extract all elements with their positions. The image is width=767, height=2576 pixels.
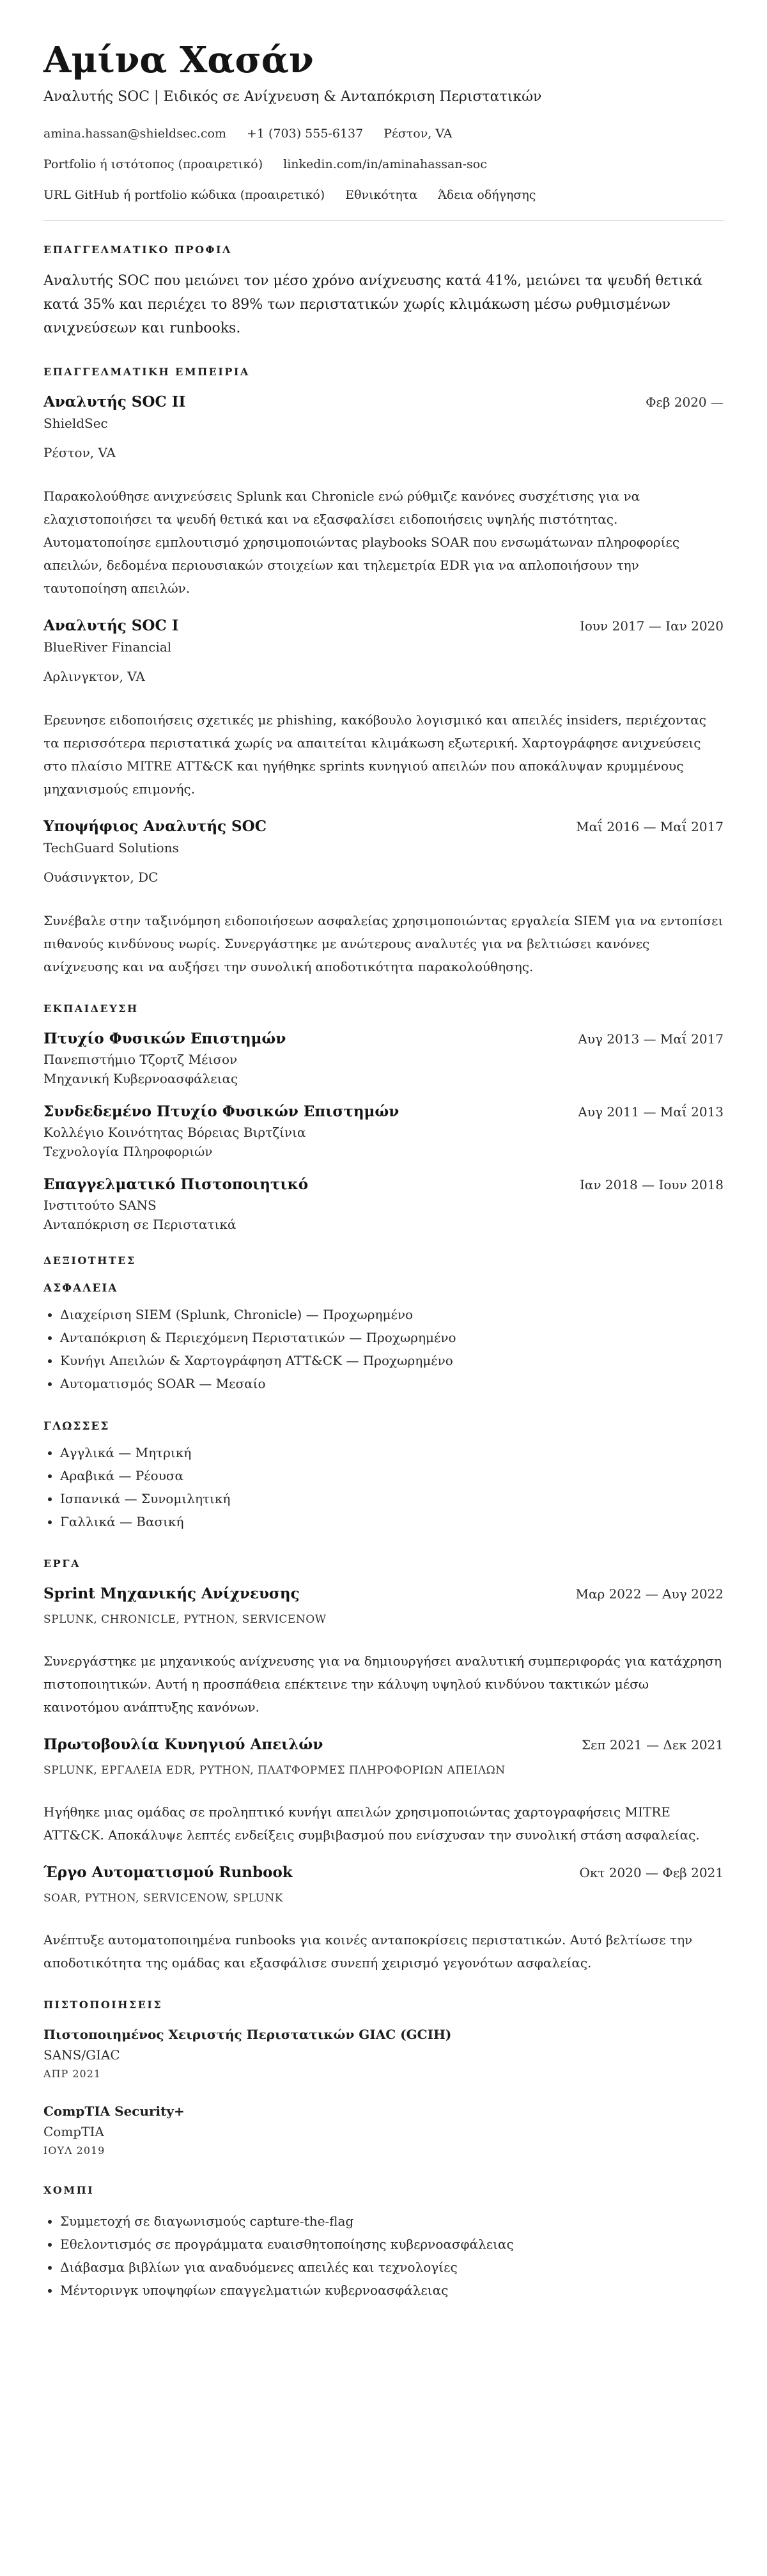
job-date: Φεβ 2020 — bbox=[646, 394, 724, 410]
job-entry bbox=[43, 615, 724, 800]
list-item: • Αραβικά — Ρέουσα bbox=[60, 1464, 724, 1487]
location: Ρέστον, VA bbox=[384, 127, 453, 141]
list-item: • Εθελοντισμός σε προγράμματα ευαισθητοποίησης κυβερνοασφάλειας bbox=[60, 2233, 724, 2256]
certification-date: ΙΟΥΛ 2019 bbox=[43, 2144, 105, 2157]
headline: Αναλυτής SOC | Ειδικός σε Ανίχνευση & Ανταπόκριση Περιστατικών bbox=[43, 89, 542, 105]
linkedin-link[interactable]: linkedin.com/in/aminahassan-soc bbox=[283, 157, 487, 171]
job-company: TechGuard Solutions bbox=[43, 840, 179, 855]
certification-name: Πιστοποιημένος Χειριστής Περιστατικών GIAC (GCIH) bbox=[43, 2027, 452, 2042]
project-title: Πρωτοβουλία Κυνηγιού Απειλών bbox=[43, 1736, 323, 1753]
education-date: Ιαν 2018 — Ιουν 2018 bbox=[579, 1177, 724, 1192]
security-skills-list bbox=[43, 1303, 724, 1395]
contact-row-1 bbox=[43, 124, 724, 143]
certifications-section bbox=[43, 1997, 724, 2160]
projects-section bbox=[43, 1556, 724, 1974]
school: Πανεπιστήμιο Τζορτζ Μέισον bbox=[43, 1052, 238, 1067]
project-tags: SPLUNK, CHRONICLE, PYTHON, SERVICENOW bbox=[43, 1613, 327, 1626]
project-title: Έργο Αυτοματισμού Runbook bbox=[43, 1864, 293, 1881]
certification-issuer: SANS/GIAC bbox=[43, 2047, 120, 2063]
education-date: Αυγ 2013 — Μαΐ 2017 bbox=[578, 1031, 724, 1047]
project-description: Συνεργάστηκε με μηχανικούς ανίχνευσης για να δημιουργήσει αναλυτική συμπεριφοράς για κατάχρηση πιστοποιητικών. Αυτή η προσπάθεια επέκτεινε την κάλυψη υψηλού κινδύνου τακτικών μέσω καινοτόμου ανάπτυξης κανόνων. bbox=[43, 1653, 722, 1715]
portfolio-link[interactable]: Portfolio ή ιστότοπος (προαιρετικό) bbox=[43, 157, 263, 171]
section-title: ΠΙΣΤΟΠΟΙΗΣΕΙΣ bbox=[43, 1999, 163, 2011]
hobbies-section bbox=[43, 2183, 724, 2302]
project-date: Οκτ 2020 — Φεβ 2021 bbox=[579, 1865, 724, 1880]
section-title: ΕΡΓΑ bbox=[43, 1557, 81, 1570]
job-description: Συνέβαλε στην ταξινόμηση ειδοποιήσεων ασφαλείας χρησιμοποιώντας εργαλεία SIEM για να εντοπίσει πιθανούς κινδύνους νωρίς. Συνεργάστηκε με ανώτερους αναλυτές για να βελτιώσει κανόνες ανίχνευσης και να αυξήσει την συνολική αποδοτικότητα παρακολούθησης. bbox=[43, 913, 724, 974]
certification-entry bbox=[43, 2101, 724, 2160]
languages-list bbox=[43, 1441, 724, 1533]
job-entry bbox=[43, 816, 724, 978]
education-entry bbox=[43, 1101, 724, 1161]
job-entry bbox=[43, 391, 724, 600]
contact-info bbox=[43, 124, 724, 205]
section-title: ΔΕΞΙΟΤΗΤΕΣ bbox=[43, 1254, 136, 1267]
certification-entry bbox=[43, 2024, 724, 2083]
degree: Επαγγελματικό Πιστοποιητικό bbox=[43, 1176, 309, 1193]
job-company: ShieldSec bbox=[43, 416, 108, 431]
list-item: • Ανταπόκριση & Περιεχόμενη Περιστατικών — Προχωρημένο bbox=[60, 1326, 724, 1349]
list-item: • Διάβασμα βιβλίων για αναδυόμενες απειλές και τεχνολογίες bbox=[60, 2256, 724, 2279]
skills-subtitle: ΓΛΩΣΣΕΣ bbox=[43, 1420, 110, 1433]
list-item: • Αγγλικά — Μητρική bbox=[60, 1441, 724, 1464]
job-title: Υποψήφιος Αναλυτής SOC bbox=[43, 818, 267, 835]
project-tags: SPLUNK, ΕΡΓΑΛΕΙΑ EDR, PYTHON, ΠΛΑΤΦΟΡΜΕΣ ΠΛΗΡΟΦΟΡΙΩΝ ΑΠΕΙΛΩΝ bbox=[43, 1764, 506, 1777]
list-item: • Κυνήγι Απειλών & Χαρτογράφηση ATT&CK — Προχωρημένο bbox=[60, 1349, 724, 1372]
list-item: • Γαλλικά — Βασική bbox=[60, 1510, 724, 1533]
job-title: Αναλυτής SOC II bbox=[43, 393, 186, 410]
section-title: ΕΠΑΓΓΕΛΜΑΤΙΚΟ ΠΡΟΦΙΛ bbox=[43, 244, 232, 256]
section-title: ΧΟΜΠΙ bbox=[43, 2184, 95, 2196]
job-company: BlueRiver Financial bbox=[43, 639, 172, 655]
experience-section bbox=[43, 364, 724, 978]
list-item: • Ισπανικά — Συνομιλητική bbox=[60, 1487, 724, 1510]
project-description: Ανέπτυξε αυτοματοποιημένα runbooks για κοινές ανταποκρίσεις περιστατικών. Αυτό βελτίωσε την αποδοτικότητα της ομάδας και εξασφάλισε συνεπή χειρισμό γεγονότων ασφαλείας. bbox=[43, 1932, 693, 1971]
education-entry bbox=[43, 1174, 724, 1234]
education-section bbox=[43, 1001, 724, 1234]
job-date: Ιουν 2017 — Ιαν 2020 bbox=[579, 618, 724, 634]
degree: Συνδεδεμένο Πτυχίο Φυσικών Επιστημών bbox=[43, 1103, 399, 1120]
section-title: ΕΚΠΑΙΔΕΥΣΗ bbox=[43, 1003, 139, 1015]
job-date: Μαΐ 2016 — Μαΐ 2017 bbox=[576, 819, 724, 834]
list-item: • Διαχείριση SIEM (Splunk, Chronicle) — Προχωρημένο bbox=[60, 1303, 724, 1326]
project-date: Σεπ 2021 — Δεκ 2021 bbox=[581, 1737, 724, 1752]
school: Ινστιτούτο SANS bbox=[43, 1198, 157, 1213]
contact-row-2 bbox=[43, 155, 724, 174]
email-link[interactable]: amina.hassan@shieldsec.com bbox=[43, 127, 226, 141]
project-description: Ηγήθηκε μιας ομάδας σε προληπτικό κυνήγι απειλών χρησιμοποιώντας χαρτογραφήσεις MITRE ATT&CK. Αποκάλυψε λεπτές ενδείξεις συμβιβασμού που ενίσχυσαν την συνολική στάση ασφαλείας. bbox=[43, 1804, 700, 1843]
list-item: • Αυτοματισμός SOAR — Μεσαίο bbox=[60, 1372, 724, 1395]
job-description: Ερευνησε ειδοποιήσεις σχετικές με phishing, κακόβουλο λογισμικό και απειλές insiders, περιέχοντας τα περισσότερα περιστατικά χωρίς να απαιτείται κλιμάκωση εξωτερική. Χαρτογράφησε ανιχνεύσεις στο πλαίσιο MITRE ATT&CK και ηγήθηκε sprints κυνηγιού απειλών που αποκάλυψαν κρυμμένους μηχανισμούς επιμονής. bbox=[43, 712, 706, 797]
education-entry bbox=[43, 1028, 724, 1088]
job-location: Ουάσινγκτον, DC bbox=[43, 870, 159, 885]
list-item: • Μέντορινγκ υποψηφίων επαγγελματιών κυβερνοασφάλειας bbox=[60, 2279, 724, 2302]
header-divider bbox=[43, 220, 724, 221]
section-title: ΕΠΑΓΓΕΛΜΑΤΙΚΗ ΕΜΠΕΙΡΙΑ bbox=[43, 366, 250, 378]
project-tags: SOAR, PYTHON, SERVICENOW, SPLUNK bbox=[43, 1892, 283, 1905]
school: Κολλέγιο Κοινότητας Βόρειας Βιρτζίνια bbox=[43, 1125, 306, 1140]
field-of-study: Μηχανική Κυβερνοασφάλειας bbox=[43, 1071, 238, 1086]
skills-section bbox=[43, 1253, 724, 1533]
driving-license: Άδεια οδήγησης bbox=[438, 188, 536, 202]
list-item: • Συμμετοχή σε διαγωνισμούς capture-the-flag bbox=[60, 2210, 724, 2233]
field-of-study: Τεχνολογία Πληροφοριών bbox=[43, 1144, 213, 1159]
job-title: Αναλυτής SOC I bbox=[43, 617, 179, 634]
job-location: Αρλινγκτον, VA bbox=[43, 669, 145, 684]
profile-summary: Αναλυτής SOC που μειώνει τον μέσο χρόνο ανίχνευσης κατά 41%, μειώνει τα ψευδή θετικά κατά 35% και περιέχει το 89% των περιστατικών χωρίς κλιμάκωση μέσω ρυθμισμένων ανιχνεύσεων και runbooks. bbox=[43, 273, 703, 336]
phone-link[interactable]: +1 (703) 555-6137 bbox=[246, 127, 364, 141]
job-location: Ρέστον, VA bbox=[43, 445, 116, 460]
degree: Πτυχίο Φυσικών Επιστημών bbox=[43, 1030, 286, 1047]
skills-subtitle: ΑΣΦΑΛΕΙΑ bbox=[43, 1282, 118, 1295]
hobbies-list bbox=[43, 2210, 724, 2302]
project-entry bbox=[43, 1862, 724, 1974]
project-entry bbox=[43, 1734, 724, 1846]
education-date: Αυγ 2011 — Μαΐ 2013 bbox=[578, 1104, 724, 1120]
candidate-name: Αμίνα Χασάν bbox=[43, 39, 314, 81]
nationality: Εθνικότητα bbox=[345, 188, 418, 202]
project-entry bbox=[43, 1583, 724, 1719]
github-link[interactable]: URL GitHub ή portfolio κώδικα (προαιρετικό) bbox=[43, 188, 325, 202]
field-of-study: Ανταπόκριση σε Περιστατικά bbox=[43, 1217, 236, 1232]
job-description: Παρακολούθησε ανιχνεύσεις Splunk και Chronicle ενώ ρύθμιζε κανόνες συσχέτισης για να ελαχιστοποιήσει τα ψευδή θετικά και να εξασφαλίσει ειδοποιήσεις υψηλής πιστότητας. Αυτοματοποίησε εμπλουτισμό χρησιμοποιώντας playbooks SOAR που ενσωμάτωναν πληροφορίες απειλών, δεδομένα περιουσιακών στοιχείων και τηλεμετρία EDR για να απλοποιήσουν την ταυτοποίηση απειλών. bbox=[43, 488, 680, 596]
certification-issuer: CompTIA bbox=[43, 2124, 104, 2139]
certification-date: ΑΠΡ 2021 bbox=[43, 2068, 102, 2080]
project-title: Sprint Μηχανικής Ανίχνευσης bbox=[43, 1585, 300, 1602]
contact-row-3 bbox=[43, 185, 724, 205]
profile-section bbox=[43, 242, 724, 340]
certification-name: CompTIA Security+ bbox=[43, 2104, 185, 2119]
project-date: Μαρ 2022 — Αυγ 2022 bbox=[575, 1586, 724, 1602]
